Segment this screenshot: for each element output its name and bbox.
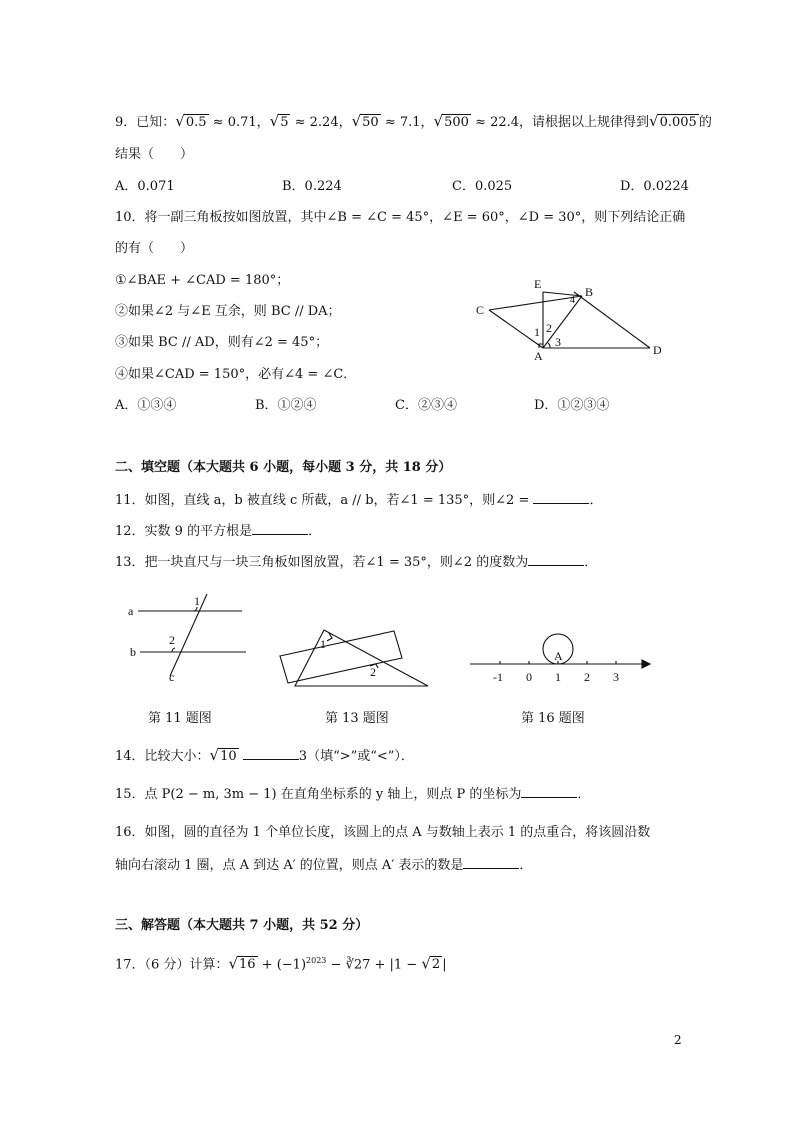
angle-arc [548, 343, 550, 348]
q10-option-b[interactable]: B．①②④ [255, 398, 317, 413]
q9-line2: 结果（ ） [115, 147, 194, 162]
sqrt-icon: √ [433, 112, 444, 130]
q17-text: 17．（6 分）计算： [115, 957, 229, 973]
q12-end: ． [308, 524, 322, 539]
angle-2-arc [172, 648, 175, 652]
q16-line1: 16．如图，圆的直径为 1 个单位长度，该圆上的点 A 与数轴上表示 1 的点重合，将该圆沿数 [115, 825, 651, 840]
q10-statement-3: ③如果 BC // AD，则有∠2 = 45°； [115, 335, 329, 350]
label-e: E [534, 277, 542, 291]
q11-end: ． [589, 493, 603, 508]
section-3-heading: 三、解答题（本大题共 7 小题，共 52 分） [115, 918, 369, 933]
q14-answer-blank[interactable] [243, 747, 299, 760]
fig16-caption: 第 16 题图 [521, 711, 585, 726]
q15-end: ． [577, 787, 591, 802]
q9-line1 [115, 112, 712, 132]
q17-line [115, 952, 447, 974]
q12-answer-blank[interactable] [252, 522, 308, 535]
q11-answer-blank[interactable] [533, 491, 589, 504]
q14-text: 14．比较大小： [115, 749, 210, 764]
tick-2: 2 [584, 670, 590, 684]
label-c: c [169, 670, 175, 684]
q14-line [115, 746, 414, 766]
q16-text: 轴向右滚动 1 圈，点 A 到达 A′ 的位置，则点 A′ 表示的数是 [115, 858, 464, 873]
q12-line [115, 522, 321, 541]
tick-1: 1 [555, 670, 561, 684]
fig11-caption: 第 11 题图 [148, 711, 212, 726]
label-angle-4: 4 [570, 295, 575, 306]
q16-line2 [115, 856, 532, 875]
line-c [170, 594, 207, 676]
label-a: A [554, 649, 563, 663]
q15-text: 15．点 P(2 − m, 3m − 1) 在直角坐标系的 y 轴上，则点 P 的坐标为 [115, 787, 522, 802]
q12-text: 12．实数 9 的平方根是 [115, 524, 253, 539]
label-a: A [534, 349, 543, 363]
label-b: b [130, 645, 136, 659]
q9-radicand-1: 0.5 [185, 115, 207, 130]
q11-line [115, 491, 603, 510]
sqrt-icon: √ [175, 112, 185, 130]
q11-text: 11．如图，直线 a，b 被直线 c 所截，a // b，若∠1 = 135°，则∠2 = [115, 493, 534, 508]
label-a: a [128, 604, 134, 618]
sqrt-icon: √ [421, 954, 431, 973]
label-b: B [585, 285, 594, 299]
label-1: 1 [194, 594, 200, 608]
q9-approx-2: ≈ 2.24， [290, 115, 352, 130]
q9-tail: 的 [698, 115, 712, 130]
q9-option-c[interactable]: C．0.025 [452, 179, 513, 194]
q9-approx-3: ≈ 7.1， [380, 115, 434, 130]
q10-statement-1: ①∠BAE + ∠CAD = 180°； [115, 273, 290, 288]
tick-0: 0 [526, 670, 532, 684]
label-angle-3: 3 [555, 335, 561, 349]
q17-radicand-1: 16 [239, 957, 256, 973]
q15-answer-blank[interactable] [521, 785, 577, 798]
q9-option-d[interactable]: D．0.0224 [620, 179, 689, 194]
q14-radicand: 10 [220, 749, 237, 764]
sqrt-icon: √ [209, 746, 220, 764]
q10-triangle-figure [470, 272, 680, 372]
q9-radicand-3: 50 [362, 115, 379, 130]
q9-option-a[interactable]: A．0.071 [115, 179, 175, 194]
sqrt-icon: √ [269, 112, 280, 130]
tick-neg1: -1 [493, 670, 503, 684]
q9-radicand-2: 5 [280, 115, 289, 130]
q16-end: ． [519, 858, 533, 873]
sqrt-icon: √ [228, 954, 239, 973]
q9-number: 9．已知： [115, 115, 176, 130]
q13-answer-blank[interactable] [528, 553, 584, 566]
label-angle-2: 2 [546, 321, 552, 335]
q13-text: 13．把一块直尺与一块三角板如图放置，若∠1 = 35°，则∠2 的度数为 [115, 555, 529, 570]
q9-approx-4: ≈ 22.4，请根据以上规律得到 [470, 115, 650, 130]
q10-line2: 的有（ ） [115, 241, 194, 256]
label-angle-1: 1 [534, 325, 540, 339]
q17-part-3: | [442, 957, 447, 973]
label-c: C [476, 303, 485, 317]
section-2-heading: 二、填空题（本大题共 6 小题，每小题 3 分，共 18 分） [115, 460, 452, 475]
edge-bd [574, 292, 650, 348]
q10-option-d[interactable]: D．①②③④ [534, 398, 610, 413]
fig13-ruler-triangle [270, 620, 440, 695]
page-number: 2 [674, 1033, 682, 1047]
tick-3: 3 [613, 670, 619, 684]
q17-exponent: 2023 [306, 956, 327, 965]
label-d: D [653, 343, 662, 357]
q13-line [115, 553, 597, 572]
q17-part-1: + (−1) [257, 957, 307, 973]
fig13-caption: 第 13 题图 [325, 711, 389, 726]
q17-radicand-2: 2 [431, 957, 441, 973]
q9-option-b[interactable]: B．0.224 [282, 179, 342, 194]
arrow-icon [642, 660, 650, 668]
q10-option-a[interactable]: A．①③④ [115, 398, 177, 413]
edge-cb [489, 296, 582, 310]
fig16-number-line [466, 626, 656, 688]
sqrt-icon: √ [351, 112, 362, 130]
label-2: 2 [370, 665, 376, 679]
q16-answer-blank[interactable] [463, 856, 519, 869]
q10-option-c[interactable]: C．②③④ [395, 398, 457, 413]
q9-radicand-5: 0.005 [659, 115, 697, 130]
q9-approx-1: ≈ 0.71， [208, 115, 270, 130]
label-2: 2 [169, 633, 175, 647]
q15-line [115, 785, 590, 804]
q10-statement-2: ②如果∠2 与∠E 互余，则 BC // DA； [115, 304, 341, 319]
q17-part-2: − ∛27 + |1 − [326, 957, 422, 973]
sqrt-icon: √ [649, 112, 659, 130]
fig11-parallel-lines [120, 590, 250, 690]
label-1: 1 [320, 637, 326, 651]
q9-radicand-4: 500 [444, 115, 469, 130]
q10-line1: 10．将一副三角板按如图放置，其中∠B = ∠C = 45°，∠E = 60°，∠D = 30°，则下列结论正确 [115, 210, 686, 225]
q14-rest: 3（填“>”或“<”）． [298, 749, 414, 764]
q13-end: ． [584, 555, 598, 570]
q10-statement-4: ④如果∠CAD = 150°，必有∠4 = ∠C． [115, 367, 357, 382]
